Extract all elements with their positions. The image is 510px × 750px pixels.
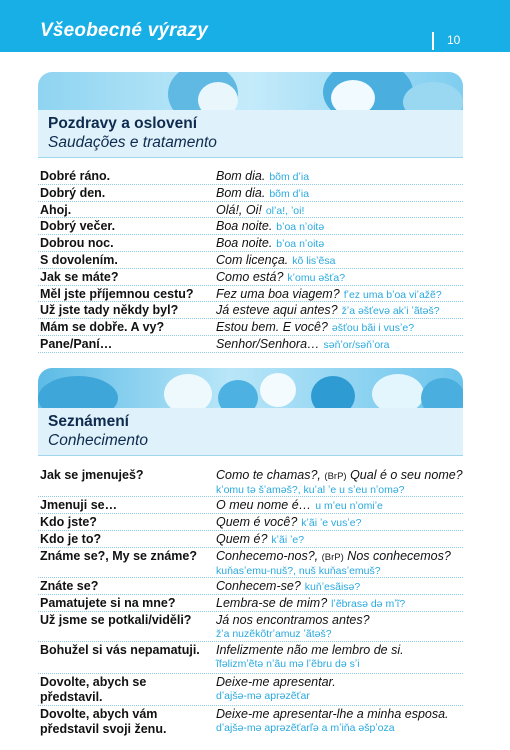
- pronunciation: bʼoa nʼoitə: [276, 238, 325, 251]
- portuguese-phrase: Conhecemo-nos?, (BrP) Nos conhecemos? kuňasʼemu-nuš?, nuš kuňasʼemuš?: [216, 549, 466, 578]
- pronunciation: bõm dʼia: [269, 187, 310, 200]
- table-row: [38, 578, 463, 595]
- portuguese-phrase: Já esteve aqui antes? žʼa əšťevə akʼi ʼãtəš?: [216, 303, 440, 318]
- section-title: Seznámení: [48, 413, 129, 430]
- section-subtitle: Conhecimento: [48, 432, 148, 449]
- portuguese-phrase: Quem é você? kʼãi ʼe vusʼe?: [216, 515, 362, 529]
- phrase-table-greetings: [38, 168, 463, 353]
- czech-phrase: Už jste tady někdy byl?: [40, 303, 179, 318]
- pronunciation: u mʼeu nʼomiʼe: [315, 500, 383, 512]
- table-row: [38, 642, 463, 674]
- portuguese-phrase: Bom dia. bõm dʼia: [216, 169, 310, 183]
- pronunciation: əšťou bãi i vusʼe?: [331, 322, 415, 335]
- czech-phrase: Jak se jmenuješ?: [40, 468, 144, 482]
- czech-phrase: Kdo jste?: [40, 515, 97, 529]
- table-row: [38, 319, 463, 336]
- pronunciation: fʼez uma bʼoa viʼažẽ?: [343, 288, 442, 301]
- pronunciation: kʼãi ʼe?: [271, 534, 305, 546]
- variant-note: (BrP): [321, 552, 344, 563]
- pronunciation: kõ lisʼẽsa: [292, 254, 336, 267]
- table-row: [38, 612, 463, 642]
- pronunciation: ĩfəlizmʼẽtə nʼãu mə lʼẽbru də sʼi: [216, 658, 360, 670]
- table-row: [38, 595, 463, 612]
- pronunciation: kuňasʼemu-nuš?, nuš kuňasʼemuš?: [216, 565, 381, 577]
- table-row: [38, 706, 463, 739]
- portuguese-phrase: Conhecem-se? kuňʼesãisə?: [216, 579, 361, 593]
- czech-phrase: Měl jste příjemnou cestu?: [40, 286, 194, 301]
- czech-phrase: Znáte se?: [40, 579, 99, 593]
- table-row: [38, 548, 463, 578]
- czech-phrase: Pane/Paní…: [40, 336, 113, 351]
- pronunciation: bʼoa nʼoitə: [276, 221, 325, 234]
- section-header-greetings: [38, 110, 463, 158]
- section-title: Pozdravy a oslovení: [48, 115, 198, 132]
- czech-phrase: Dobrý večer.: [40, 219, 116, 234]
- czech-phrase: Už jsme se potkali/viděli?: [40, 613, 192, 627]
- phrase-table-acquaintance: [38, 467, 463, 739]
- pronunciation: žʼa nuzẽkõtrʼamuz ʼãtəš?: [216, 628, 332, 640]
- section-subtitle: Saudações e tratamento: [48, 134, 217, 151]
- portuguese-phrase: Boa noite. bʼoa nʼoitə: [216, 236, 325, 251]
- table-row: [38, 168, 463, 185]
- pronunciation: kʼãi ʼe vusʼe?: [301, 517, 362, 529]
- pronunciation: kuňʼesãisə?: [304, 581, 361, 593]
- pronunciation: dʼajšə-mə aprəzẽťarľə a mʼiňa əšpʼoza: [216, 722, 395, 734]
- table-row: [38, 252, 463, 269]
- czech-phrase: Dovolte, abych vám představil svoji ženu.: [40, 707, 167, 736]
- portuguese-phrase: Fez uma boa viagem? fʼez uma bʼoa viʼažẽ?: [216, 286, 442, 301]
- czech-phrase: Dobrý den.: [40, 185, 106, 200]
- pronunciation: žʼa əšťevə akʼi ʼãtəš?: [341, 305, 440, 318]
- table-row: [38, 514, 463, 531]
- czech-phrase: Pamatujete si na mne?: [40, 596, 176, 610]
- pronunciation: olʼa!, ʼoi!: [265, 204, 305, 217]
- portuguese-phrase: Quem é? kʼãi ʼe?: [216, 532, 305, 546]
- czech-phrase: Jak se máte?: [40, 269, 119, 284]
- portuguese-phrase: Bom dia. bõm dʼia: [216, 185, 310, 200]
- table-row: [38, 497, 463, 514]
- greeting-photo: [38, 72, 463, 110]
- pronunciation: kʼomu əšťa?: [287, 271, 346, 284]
- portuguese-phrase: O meu nome é… u mʼeu nʼomiʼe: [216, 498, 383, 512]
- header-divider: [432, 32, 434, 50]
- table-row: [38, 218, 463, 235]
- czech-phrase: Dobré ráno.: [40, 169, 111, 183]
- section-header-acquaintance: [38, 408, 463, 456]
- portuguese-phrase: Infelizmente não me lembro de si. ĩfəlizmʼẽtə nʼãu mə lʼẽbru də sʼi: [216, 643, 466, 671]
- czech-phrase: Mám se dobře. A vy?: [40, 320, 165, 335]
- table-row: [38, 336, 463, 353]
- table-row: [38, 269, 463, 286]
- pronunciation: kʼomu tə šʼaməš?, kuʼal ʼe u sʼeu nʼomə?: [216, 484, 405, 496]
- portuguese-phrase: Lembra-se de mim? lʼẽbrasə də mʼĩ?: [216, 596, 406, 610]
- czech-phrase: Kdo je to?: [40, 532, 102, 546]
- table-row: [38, 674, 463, 706]
- table-row: [38, 286, 463, 303]
- portuguese-phrase: Deixe-me apresentar-lhe a minha esposa. dʼajšə-mə aprəzẽťarľə a mʼiňa əšpʼoza: [216, 707, 466, 735]
- portuguese-phrase: Senhor/Senhora… səňʼor/səňʼora: [216, 336, 390, 351]
- czech-phrase: Známe se?, My se známe?: [40, 549, 198, 563]
- czech-phrase: Jmenuji se…: [40, 498, 118, 512]
- pronunciation: bõm dʼia: [269, 171, 310, 183]
- czech-phrase: Bohužel si vás nepamatuji.: [40, 643, 200, 657]
- table-row: [38, 235, 463, 252]
- page-header: [0, 0, 510, 52]
- czech-phrase: Dovolte, abych se představil.: [40, 675, 147, 704]
- acquaintance-photo: [38, 368, 463, 408]
- portuguese-phrase: Olá!, Oi! olʼa!, ʼoi!: [216, 202, 305, 217]
- portuguese-phrase: Boa noite. bʼoa nʼoitə: [216, 219, 325, 234]
- chapter-title: Všeobecné výrazy: [40, 20, 208, 41]
- table-row: [38, 185, 463, 202]
- portuguese-phrase: Com licença. kõ lisʼẽsa: [216, 252, 336, 267]
- variant-note: (BrP): [324, 471, 347, 482]
- table-row: [38, 467, 463, 497]
- table-row: [38, 302, 463, 319]
- pronunciation: dʼajšə-mə aprəzẽťar: [216, 690, 310, 702]
- portuguese-phrase: Já nos encontramos antes? žʼa nuzẽkõtrʼamuz ʼãtəš?: [216, 613, 466, 641]
- pronunciation: lʼẽbrasə də mʼĩ?: [331, 598, 406, 610]
- table-row: [38, 202, 463, 219]
- portuguese-phrase: Como te chamas?, (BrP) Qual é o seu nome? kʼomu tə šʼaməš?, kuʼal ʼe u sʼeu nʼomə?: [216, 468, 466, 497]
- czech-phrase: S dovolením.: [40, 252, 118, 267]
- portuguese-phrase: Como está? kʼomu əšťa?: [216, 269, 346, 284]
- portuguese-phrase: Deixe-me apresentar. dʼajšə-mə aprəzẽťar: [216, 675, 466, 703]
- czech-phrase: Dobrou noc.: [40, 236, 114, 251]
- page-number: 10: [447, 33, 461, 47]
- czech-phrase: Ahoj.: [40, 202, 72, 217]
- portuguese-phrase: Estou bem. E você? əšťou bãi i vusʼe?: [216, 320, 415, 335]
- pronunciation: səňʼor/səňʼora: [323, 338, 390, 351]
- table-row: [38, 531, 463, 548]
